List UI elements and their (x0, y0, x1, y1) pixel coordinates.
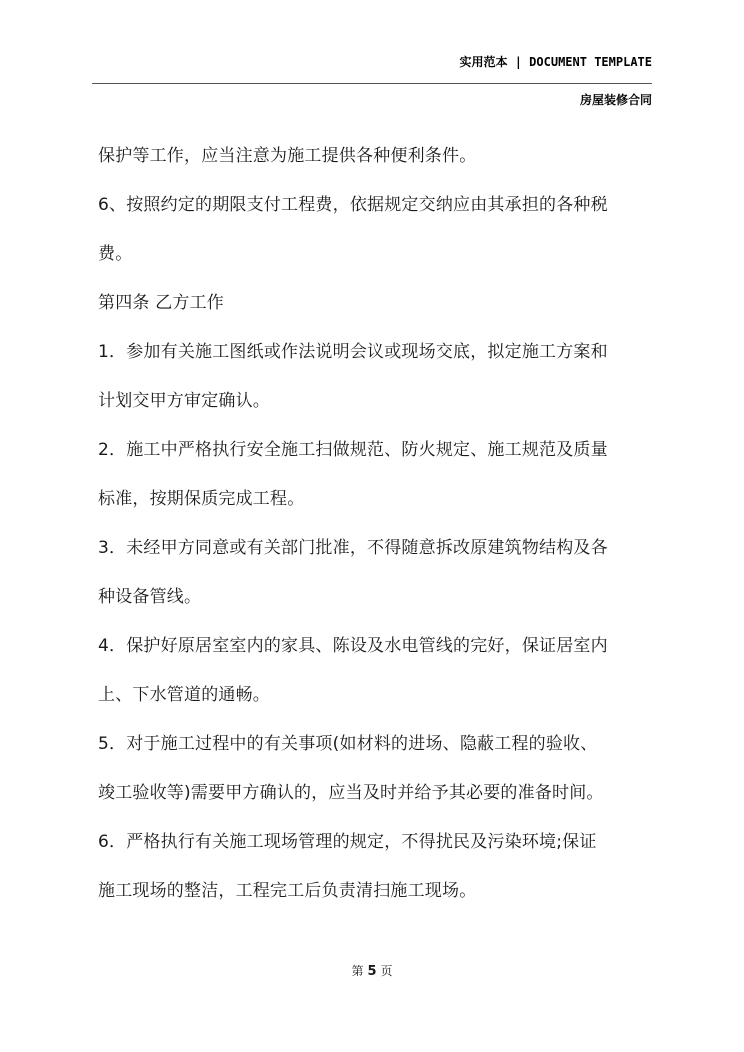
section-heading: 第四条 乙方工作 (98, 293, 225, 313)
page-number: 5 (367, 964, 377, 979)
text-line: 施工现场的整洁，工程完工后负责清扫施工现场。 (98, 881, 477, 901)
header-divider (92, 83, 652, 84)
text-line: 标准，按期保质完成工程。 (98, 489, 305, 509)
text-line: 种设备管线。 (98, 587, 202, 607)
document-body (98, 137, 660, 921)
text-line: 上、下水管道的通畅。 (98, 685, 270, 705)
page-prefix: 第 (351, 964, 364, 978)
text-line: 6．严格执行有关施工现场管理的规定，不得扰民及污染环境;保证 (98, 832, 597, 852)
text-line: 2．施工中严格执行安全施工扫做规范、防火规定、施工规范及质量 (98, 440, 608, 460)
text-line: 计划交甲方审定确认。 (98, 391, 270, 411)
text-line: 费。 (98, 244, 133, 264)
text-line: 5．对于施工过程中的有关事项(如材料的进场、隐蔽工程的验收、 (98, 734, 598, 754)
text-line: 竣工验收等)需要甲方确认的，应当及时并给予其必要的准备时间。 (98, 783, 604, 803)
page-suffix: 页 (380, 964, 393, 978)
text-line: 6、按照约定的期限支付工程费，依据规定交纳应由其承担的各种税 (98, 195, 608, 215)
text-line: 1．参加有关施工图纸或作法说明会议或现场交底，拟定施工方案和 (98, 342, 608, 362)
text-line: 3．未经甲方同意或有关部门批准，不得随意拆改原建筑物结构及各 (98, 538, 608, 558)
document-title: 房屋装修合同 (579, 93, 652, 107)
text-line: 4．保护好原居室室内的家具、陈设及水电管线的完好，保证居室内 (98, 636, 608, 656)
text-line: 保护等工作，应当注意为施工提供各种便利条件。 (98, 146, 477, 166)
page-footer (0, 962, 744, 979)
header-title: 实用范本 | DOCUMENT TEMPLATE (459, 55, 652, 69)
